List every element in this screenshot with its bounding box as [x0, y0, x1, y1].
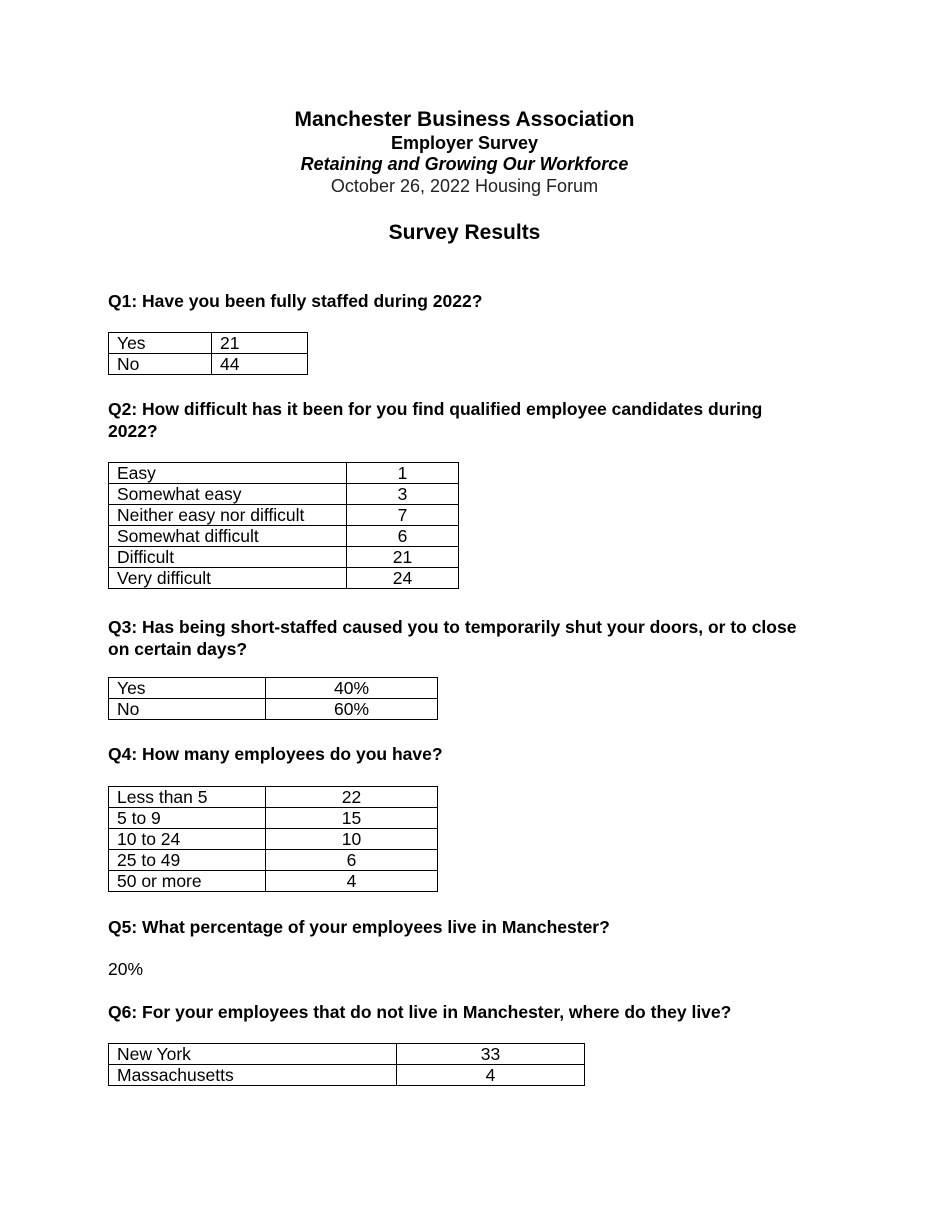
table-row — [109, 333, 308, 354]
survey-name: Employer Survey — [390, 133, 539, 153]
survey-subtitle: Retaining and Growing Our Workforce — [300, 154, 629, 174]
section-title: Survey Results — [388, 221, 541, 244]
q6-question: Q6: For your employees that do not live in Manchester, where do they live? — [108, 1002, 732, 1022]
table-row — [109, 547, 459, 568]
row-value: 21 — [347, 547, 459, 568]
table-row — [109, 871, 438, 892]
table-row — [109, 526, 459, 547]
table-row — [109, 850, 438, 871]
table-row — [109, 808, 438, 829]
row-value: 3 — [347, 484, 459, 505]
row-label: 50 or more — [109, 871, 266, 892]
row-label: Yes — [109, 333, 212, 354]
q2-question: Q2: How difficult has it been for you find qualified employee candidates during 2022? — [108, 399, 763, 441]
row-label: 10 to 24 — [109, 829, 266, 850]
row-value: 60% — [266, 699, 438, 720]
row-label: No — [109, 699, 266, 720]
row-value: 40% — [266, 678, 438, 699]
q5-question: Q5: What percentage of your employees live in Manchester? — [108, 917, 610, 937]
table-row — [109, 829, 438, 850]
row-label: Difficult — [109, 547, 347, 568]
row-value: 6 — [266, 850, 438, 871]
q1-table — [108, 332, 308, 375]
row-value: 4 — [266, 871, 438, 892]
row-label: No — [109, 354, 212, 375]
row-label: New York — [109, 1044, 397, 1065]
q4-question: Q4: How many employees do you have? — [108, 744, 443, 764]
q1-question: Q1: Have you been fully staffed during 2022? — [108, 291, 483, 311]
row-value: 22 — [266, 787, 438, 808]
row-label: Neither easy nor difficult — [109, 505, 347, 526]
row-value: 33 — [397, 1044, 585, 1065]
table-row — [109, 463, 459, 484]
q2-table — [108, 462, 459, 589]
row-value: 10 — [266, 829, 438, 850]
table-row — [109, 699, 438, 720]
row-value: 24 — [347, 568, 459, 589]
row-label: Yes — [109, 678, 266, 699]
row-label: 5 to 9 — [109, 808, 266, 829]
row-value: 21 — [212, 333, 308, 354]
row-label: Easy — [109, 463, 347, 484]
row-value: 15 — [266, 808, 438, 829]
row-value: 1 — [347, 463, 459, 484]
q4-table — [108, 786, 438, 892]
row-label: Very difficult — [109, 568, 347, 589]
row-label: Less than 5 — [109, 787, 266, 808]
table-row — [109, 1065, 585, 1086]
row-label: 25 to 49 — [109, 850, 266, 871]
row-value: 4 — [397, 1065, 585, 1086]
organization-title: Manchester Business Association — [294, 108, 635, 131]
row-label: Somewhat difficult — [109, 526, 347, 547]
table-row — [109, 1044, 585, 1065]
table-row — [109, 787, 438, 808]
q3-table — [108, 677, 438, 720]
q3-question: Q3: Has being short-staffed caused you to temporarily shut your doors, or to close on certain days? — [108, 617, 797, 659]
row-label: Massachusetts — [109, 1065, 397, 1086]
row-value: 44 — [212, 354, 308, 375]
event-line: October 26, 2022 Housing Forum — [330, 176, 599, 196]
table-row — [109, 678, 438, 699]
q6-table — [108, 1043, 585, 1086]
table-row — [109, 354, 308, 375]
table-row — [109, 484, 459, 505]
q5-answer: 20% — [108, 959, 144, 979]
row-value: 6 — [347, 526, 459, 547]
table-row — [109, 505, 459, 526]
table-row — [109, 568, 459, 589]
row-value: 7 — [347, 505, 459, 526]
row-label: Somewhat easy — [109, 484, 347, 505]
